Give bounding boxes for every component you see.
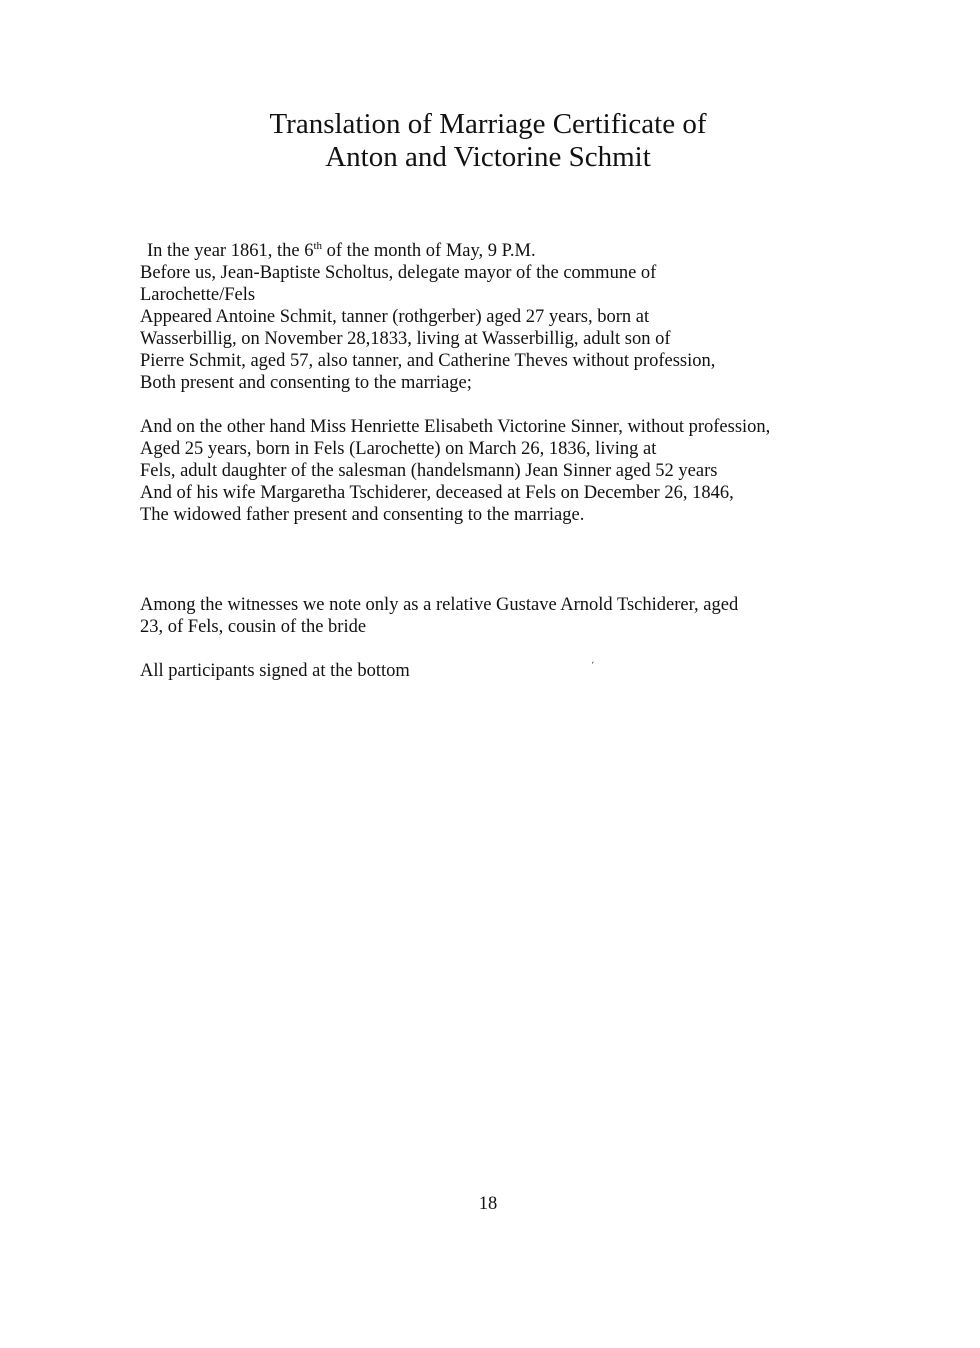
paragraph-signatures [140,660,860,682]
text-line: Appeared Antoine Schmit, tanner (rothgerber) aged 27 years, born at [140,307,650,327]
text-line: And of his wife Margaretha Tschiderer, deceased at Fels on December 26, 1846, [140,483,734,503]
paragraph-bride [140,416,860,526]
date-line [140,240,860,262]
text-line: Both present and consenting to the marriage; [140,373,472,393]
text-line: Before us, Jean-Baptiste Scholtus, delegate mayor of the commune of [140,263,657,283]
stray-pen-mark: ´ [589,658,599,674]
paragraph-groom [140,240,860,394]
text-line: Wasserbillig, on November 28,1833, living at Wasserbillig, adult son of [140,329,671,349]
text-line: Larochette/Fels [140,285,256,305]
title-line-1: Translation of Marriage Certificate of [269,108,707,140]
text-line: Aged 25 years, born in Fels (Larochette) on March 26, 1836, living at [140,439,657,459]
text-line: All participants signed at the bottom [140,661,410,681]
text-line: Fels, adult daughter of the salesman (handelsmann) Jean Sinner aged 52 years [140,461,718,481]
text-line: 23, of Fels, cousin of the bride [140,617,367,637]
date-text-start: In the year 1861, the 6 [147,241,314,261]
text-line: Among the witnesses we note only as a relative Gustave Arnold Tschiderer, aged [140,595,739,615]
page-number: 18 [478,1194,498,1214]
document-title [0,108,976,174]
text-line: Pierre Schmit, aged 57, also tanner, and Catherine Theves without profession, [140,351,716,371]
ordinal-suffix: th [313,239,323,252]
text-line: The widowed father present and consenting to the marriage. [140,505,585,525]
paragraph-witnesses [140,594,860,638]
title-line-2: Anton and Victorine Schmit [325,141,651,173]
date-text-end: of the month of May, 9 P.M. [322,241,536,261]
text-line: And on the other hand Miss Henriette Elisabeth Victorine Sinner, without profession, [140,417,771,437]
